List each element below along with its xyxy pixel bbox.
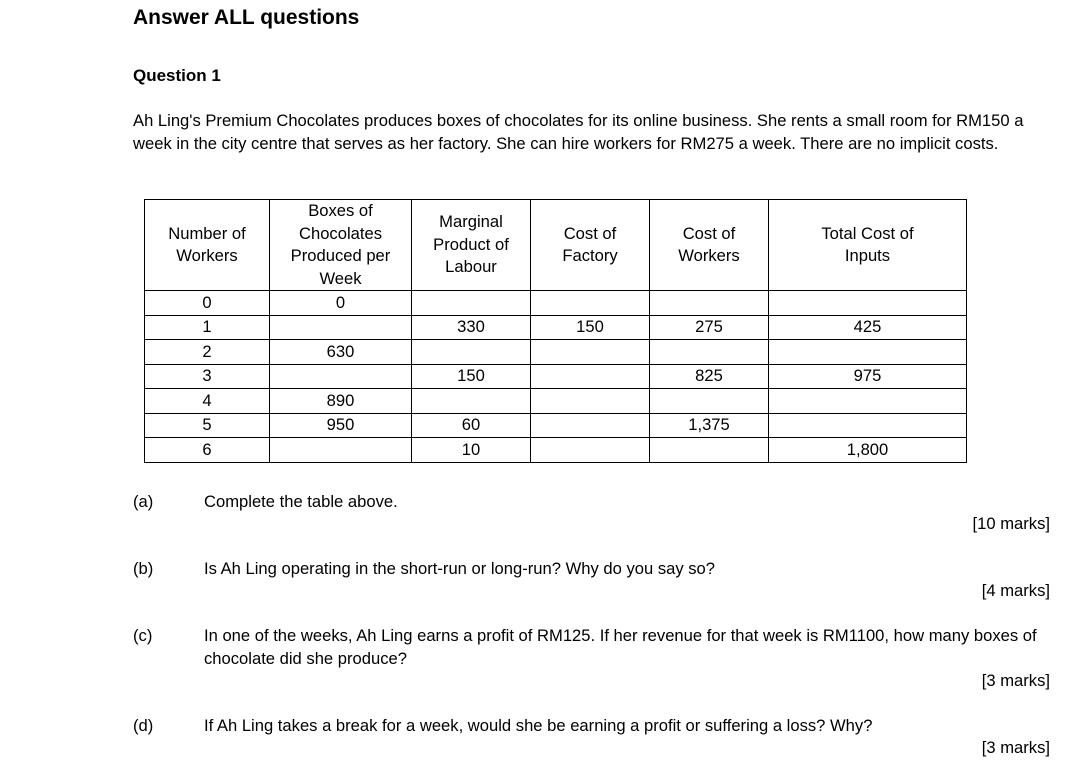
table-cell xyxy=(412,291,531,316)
page-heading: Answer ALL questions xyxy=(133,6,360,29)
table-row xyxy=(145,340,967,365)
table-cell xyxy=(650,291,769,316)
table-cell xyxy=(531,389,650,414)
table-cell: 0 xyxy=(270,291,412,316)
table-row xyxy=(145,413,967,438)
table-cell xyxy=(650,438,769,463)
question-c-marks: [3 marks] xyxy=(981,671,1050,690)
table-cell: 10 xyxy=(412,438,531,463)
table-cell xyxy=(769,340,967,365)
table-cell: 5 xyxy=(145,413,270,438)
table-row xyxy=(145,389,967,414)
table-cell: 1,800 xyxy=(769,438,967,463)
table-cell: 975 xyxy=(769,364,967,389)
table-cell xyxy=(769,291,967,316)
question-a-text: Complete the table above. xyxy=(204,492,398,511)
table-cell xyxy=(412,340,531,365)
table-cell xyxy=(769,389,967,414)
table-cell xyxy=(531,291,650,316)
header-marginal-product: Marginal Product of Labour xyxy=(412,200,531,291)
table-cell: 950 xyxy=(270,413,412,438)
table-cell xyxy=(531,438,650,463)
question-b-text: Is Ah Ling operating in the short-run or long-run? Why do you say so? xyxy=(204,559,716,578)
header-total-cost: Total Cost of Inputs xyxy=(769,200,967,291)
table-cell xyxy=(531,413,650,438)
header-boxes: Boxes of Chocolates Produced per Week xyxy=(270,200,412,291)
table-cell xyxy=(650,389,769,414)
table-cell xyxy=(270,364,412,389)
header-cost-factory: Cost of Factory xyxy=(531,200,650,291)
question-b-label: (b) xyxy=(133,559,154,578)
table-cell xyxy=(650,340,769,365)
table-cell: 825 xyxy=(650,364,769,389)
cost-table xyxy=(144,199,967,463)
table-header-row xyxy=(145,200,967,291)
table-cell: 1 xyxy=(145,315,270,340)
question-title: Question 1 xyxy=(133,66,221,85)
table-cell: 1,375 xyxy=(650,413,769,438)
table-cell: 3 xyxy=(145,364,270,389)
table-cell: 6 xyxy=(145,438,270,463)
table-row xyxy=(145,315,967,340)
table-row xyxy=(145,291,967,316)
table-cell: 630 xyxy=(270,340,412,365)
header-workers: Number of Workers xyxy=(145,200,270,291)
table-row xyxy=(145,438,967,463)
table-cell xyxy=(531,340,650,365)
table-cell: 0 xyxy=(145,291,270,316)
question-d-text: If Ah Ling takes a break for a week, would she be earning a profit or suffering a loss? Why? xyxy=(204,716,873,735)
table-cell xyxy=(769,413,967,438)
question-d-label: (d) xyxy=(133,716,154,735)
table-row xyxy=(145,364,967,389)
table-cell: 150 xyxy=(412,364,531,389)
table-cell xyxy=(270,315,412,340)
table-cell: 60 xyxy=(412,413,531,438)
question-d-marks: [3 marks] xyxy=(981,738,1050,757)
question-a-marks: [10 marks] xyxy=(972,514,1050,533)
table-cell xyxy=(270,438,412,463)
question-b-marks: [4 marks] xyxy=(981,581,1050,600)
table-cell xyxy=(531,364,650,389)
table-cell: 890 xyxy=(270,389,412,414)
question-c-label: (c) xyxy=(133,626,153,645)
question-a-label: (a) xyxy=(133,492,154,511)
table-cell: 275 xyxy=(650,315,769,340)
table-cell: 4 xyxy=(145,389,270,414)
question-intro: Ah Ling's Premium Chocolates produces boxes of chocolates for its online business. She rents a small room for RM150 a week in the city centre that serves as her factory. She can hire workers for RM275 a week. There are no implicit costs. xyxy=(133,111,1024,153)
table-cell: 425 xyxy=(769,315,967,340)
header-cost-workers: Cost of Workers xyxy=(650,200,769,291)
table-cell xyxy=(412,389,531,414)
table-cell: 150 xyxy=(531,315,650,340)
table-cell: 330 xyxy=(412,315,531,340)
question-c-text: In one of the weeks, Ah Ling earns a profit of RM125. If her revenue for that week is RM1100, how many boxes of chocolate did she produce? xyxy=(204,626,1037,668)
table-cell: 2 xyxy=(145,340,270,365)
